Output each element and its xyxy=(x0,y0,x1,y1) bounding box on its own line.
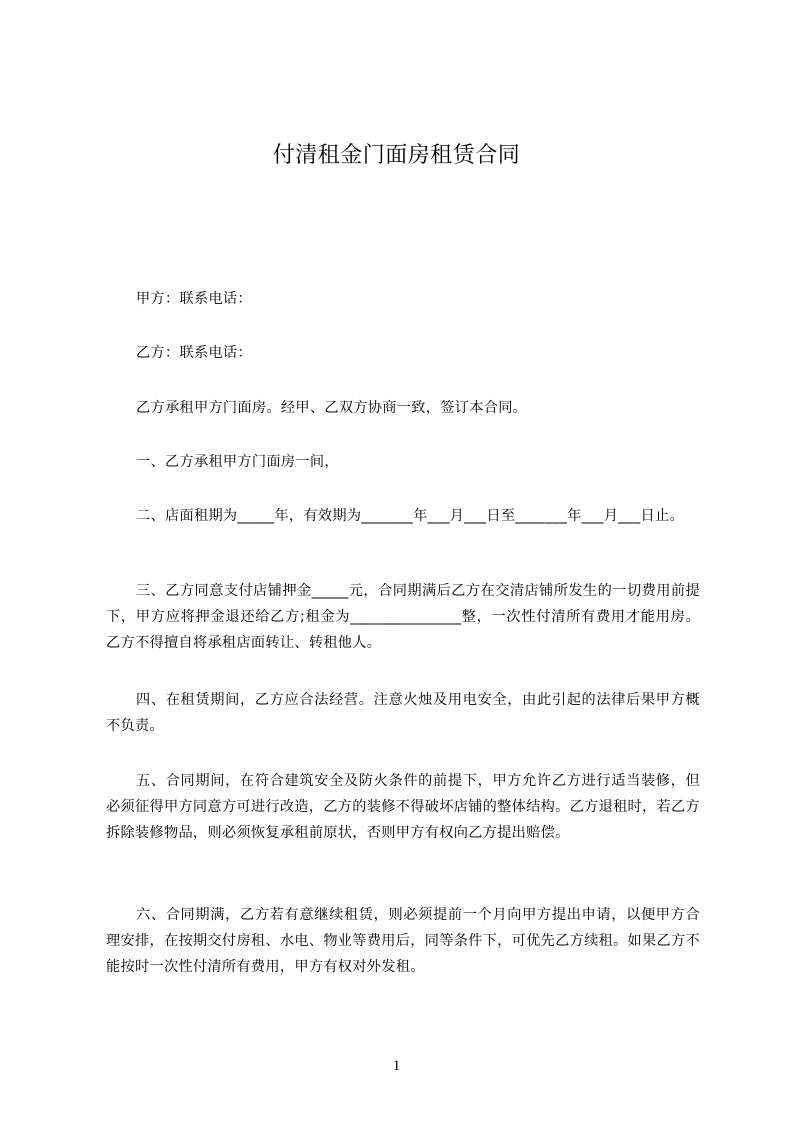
party-a-line: 甲方：联系电话： xyxy=(136,291,252,307)
clause-4: 四、在租赁期间，乙方应合法经营。注意火烛及用电安全，由此引起的法律后果甲方概不负责。 xyxy=(106,692,700,734)
document-title: 付清租金门面房租赁合同 xyxy=(272,143,521,168)
page-number: 1 xyxy=(392,1058,401,1074)
party-b-line: 乙方：联系电话： xyxy=(136,345,252,361)
clause-2: 二、店面租期为_____年，有效期为_______年___月___日至_______年___月___日止。 xyxy=(136,508,684,524)
clause-6: 六、合同期满，乙方若有意继续租赁，则必须提前一个月向甲方提出申请，以便甲方合理安排，在按期交付房租、水电、物业等费用后，同等条件下，可优先乙方续租。如果乙方不能按时一次性付清所有费用，甲方有权对外发租。 xyxy=(106,907,700,975)
clause-3: 三、乙方同意支付店铺押金_____元，合同期满后乙方在交清店铺所发生的一切费用前提下，甲方应将押金退还给乙方;租金为_______________整，一次性付清所有费用才能用房。乙方不得擅自将承租店面转让、转租他人。 xyxy=(106,583,700,651)
intro-paragraph: 乙方承租甲方门面房。经甲、乙双方协商一致，签订本合同。 xyxy=(136,400,528,416)
clause-5: 五、合同期间，在符合建筑安全及防火条件的前提下，甲方允许乙方进行适当装修，但必须征得甲方同意方可进行改造，乙方的装修不得破坏店铺的整体结构。乙方退租时，若乙方拆除装修物品，则必须恢复承租前原状，否则甲方有权向乙方提出赔偿。 xyxy=(106,773,700,841)
clause-1: 一、乙方承租甲方门面房一间， xyxy=(136,454,339,470)
